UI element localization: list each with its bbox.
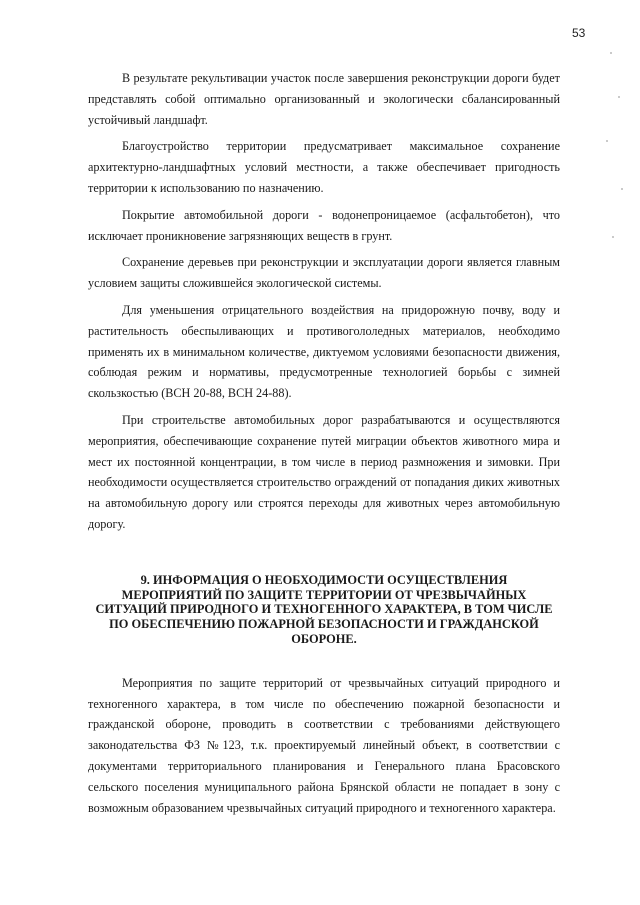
scan-speck — [612, 236, 614, 238]
paragraph-landscaping: Благоустройство территории предусматривает максимальное сохранение архитектурно-ландшафтных условий местности, а также обеспечивает пригодность территории к использованию по назначению. — [88, 139, 560, 195]
section-heading: 9. ИНФОРМАЦИЯ О НЕОБХОДИМОСТИ ОСУЩЕСТВЛЕНИЯ МЕРОПРИЯТИЙ ПО ЗАЩИТЕ ТЕРРИТОРИИ ОТ ЧРЕЗВЫЧАЙНЫХ СИТУАЦИЙ ПРИРОДНОГО И ТЕХНОГЕННОГО ХАРАКТЕРА, В ТОМ ЧИСЛЕ ПО ОБЕСПЕЧЕНИЮ ПОЖАРНОЙ БЕЗОПАСНОСТИ И ГРАЖДАНСКОЙ ОБОРОНЕ. — [95, 572, 553, 646]
document-body — [88, 68, 560, 818]
scan-speck — [610, 52, 612, 54]
page-number: 53 — [572, 26, 586, 40]
scan-speck — [606, 140, 608, 142]
paragraph-deicing: Для уменьшения отрицательного воздействия на придорожную почву, воду и растительность обеспыливающих и противогололедных материалов, необходимо применять их в минимальном количестве, диктуемом условиями безопасности движения, соблюдая режим и нормативы, предусмотренные технологией борьбы с зимней скользкостью (ВСН 20-88, ВСН 24-88). — [88, 302, 560, 401]
paragraph-recultivation: В результате рекультивации участок после завершения реконструкции дороги будет представлять собой оптимально организованный и экологически сбалансированный устойчивый ландшафт. — [88, 71, 560, 127]
scan-speck — [621, 188, 623, 190]
paragraph-trees: Сохранение деревьев при реконструкции и эксплуатации дороги является главным условием защиты сложившейся экологической системы. — [88, 255, 560, 291]
paragraph-wildlife: При строительстве автомобильных дорог разрабатываются и осуществляются мероприятия, обеспечивающие сохранение путей миграции объектов животного мира и мест их постоянной концентрации, в том числе в период размножения и зимовки. При необходимости осуществляется строительство ограждений от попадания диких животных на автомобильную дорогу или строятся переходы для животных через автомобильную дорогу. — [88, 412, 560, 531]
paragraph-emergency-measures: Мероприятия по защите территорий от чрезвычайных ситуаций природного и техногенного характера, в том числе по обеспечению пожарной безопасности и гражданской обороне, проводить в соответствии с требованиями действующего законодательства ФЗ №123, т.к. проектируемый линейный объект, в соответствии с документами территориального планирования и Генерального плана Брасовского сельского поселения муниципального района Брянской области не попадает в зону с возможным образованием чрезвычайных ситуаций природного и техногенного характера. — [88, 675, 560, 815]
scan-speck — [618, 96, 620, 98]
paragraph-road-surface: Покрытие автомобильной дороги - водонепроницаемое (асфальтобетон), что исключает проникновение загрязняющих веществ в грунт. — [88, 207, 560, 243]
